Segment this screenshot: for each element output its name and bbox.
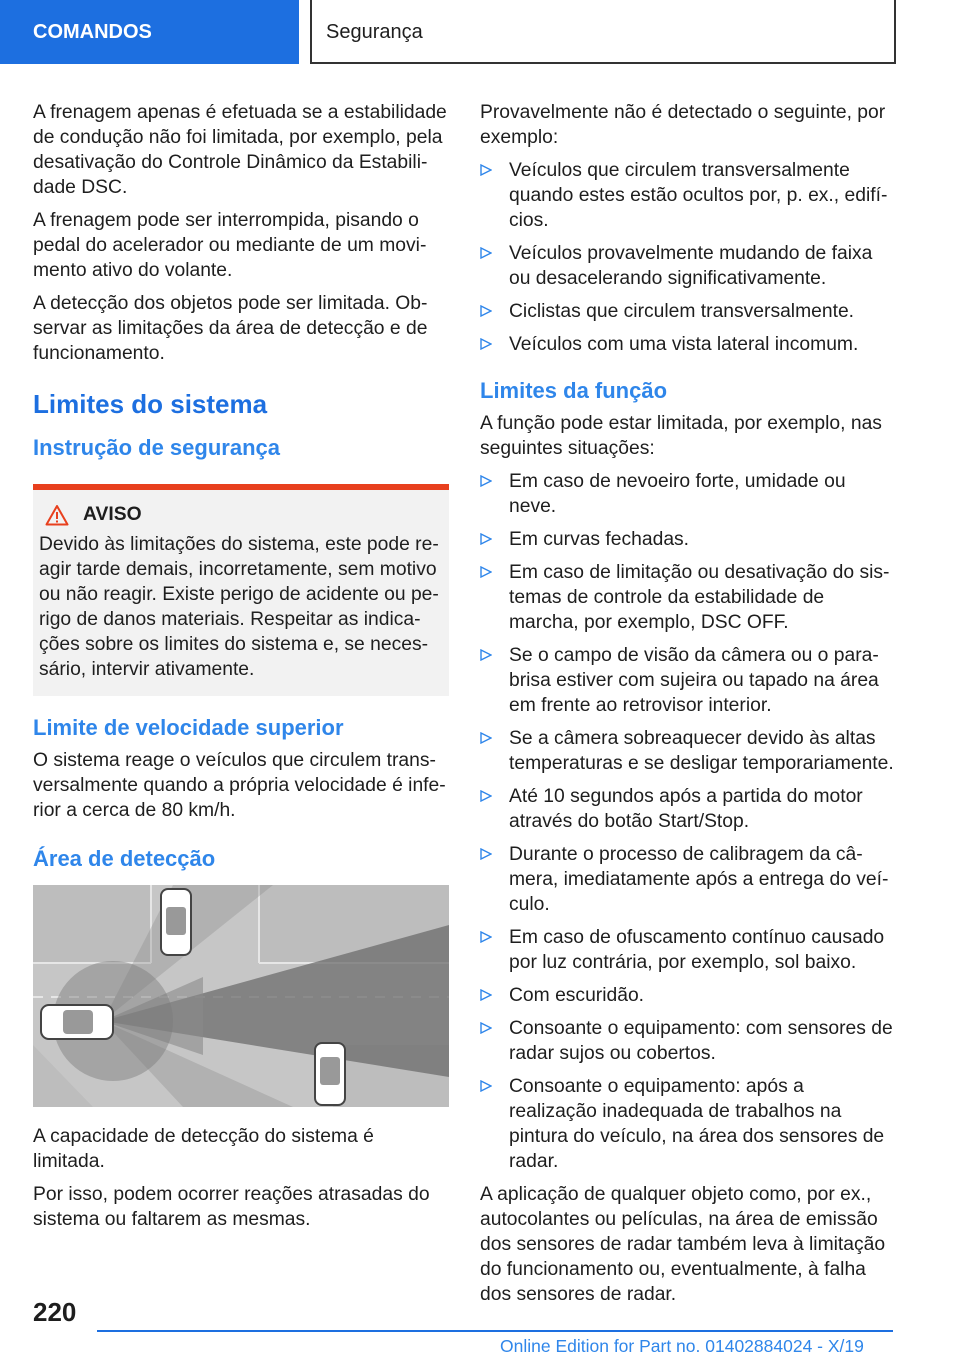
warning-header bbox=[39, 504, 441, 526]
warning-triangle-icon bbox=[45, 504, 69, 526]
footer-divider bbox=[97, 1330, 893, 1332]
page-title: Segurança bbox=[310, 0, 896, 64]
triangle-bullet-icon bbox=[480, 649, 492, 661]
paragraph-function-limited: A função pode estar limitada, por exemplo, nas seguintes situações: bbox=[480, 413, 882, 459]
list-item bbox=[480, 726, 896, 776]
list-item bbox=[480, 241, 896, 291]
warning-text: Devido às limitações do sistema, este pode reagir tarde demais, incorretamente, sem motivo ou não reagir. Existe perigo de acidente ou perigo de danos materiais. Respeitar as indicações sobre os limites do sistema e, se necessário, intervir ativamente. bbox=[39, 534, 439, 680]
list-item bbox=[480, 332, 896, 357]
triangle-bullet-icon bbox=[480, 989, 492, 1001]
list-item bbox=[480, 1074, 896, 1174]
crossing-car-bottom-icon bbox=[315, 1043, 345, 1105]
heading-safety-instruction: Instrução de segurança bbox=[33, 435, 280, 460]
list-item-text: Durante o processo de calibragem da câmera, imediatamente após a entrega do veículo. bbox=[509, 844, 889, 915]
list-item bbox=[480, 643, 896, 718]
triangle-bullet-icon bbox=[480, 164, 492, 176]
heading-function-limits: Limites da função bbox=[480, 378, 668, 403]
list-item bbox=[480, 925, 896, 975]
heading-detection-area: Área de detecção bbox=[33, 846, 216, 871]
triangle-bullet-icon bbox=[480, 566, 492, 578]
list-item-text: Em caso de limitação ou desativação do sistemas de controle da estabilidade de marcha, por exemplo, DSC OFF. bbox=[509, 562, 890, 633]
warning-box bbox=[33, 484, 449, 696]
list-item-text: Consoante o equipamento: com sensores de radar sujos ou cobertos. bbox=[509, 1018, 893, 1064]
paragraph-delays: Por isso, podem ocorrer reações atrasadas do sistema ou faltarem as mesmas. bbox=[33, 1184, 430, 1230]
paragraph-not-detected: Provavelmente não é detectado o seguinte, por exemplo: bbox=[480, 102, 886, 148]
list-item bbox=[480, 842, 896, 917]
list-item bbox=[480, 560, 896, 635]
list-item-text: Veículos que circulem transversalmente quando estes estão ocultos por, p. ex., edifícios. bbox=[509, 160, 888, 231]
paragraph-objects: A aplicação de qualquer objeto como, por ex., autocolantes ou películas, na área de emissão dos sensores de radar também leva à limitação do funcionamento ou, eventualmente, à falha dos sensores de radar. bbox=[480, 1184, 886, 1305]
list-item bbox=[480, 158, 896, 233]
list-item-text: Ciclistas que circulem transversalmente. bbox=[509, 301, 855, 322]
list-item bbox=[480, 469, 896, 519]
heading-speed-limit: Limite de velocidade superior bbox=[33, 715, 344, 740]
right-column bbox=[480, 100, 896, 1315]
list-item-text: Em caso de nevoeiro forte, umidade ou neve. bbox=[509, 471, 846, 517]
triangle-bullet-icon bbox=[480, 1022, 492, 1034]
paragraph-detection-limit: A detecção dos objetos pode ser limitada. Observar as limitações da área de detecção e de funcionamento. bbox=[33, 293, 428, 364]
crossing-car-top-icon bbox=[161, 889, 191, 955]
triangle-bullet-icon bbox=[480, 848, 492, 860]
left-column bbox=[33, 100, 449, 1240]
triangle-bullet-icon bbox=[480, 338, 492, 350]
paragraph-interrupt: A frenagem pode ser interrompida, pisando o pedal do acelerador ou mediante de um movimento ativo do volante. bbox=[33, 210, 427, 281]
triangle-bullet-icon bbox=[480, 475, 492, 487]
list-item-text: Em curvas fechadas. bbox=[509, 529, 690, 550]
triangle-bullet-icon bbox=[480, 931, 492, 943]
paragraph-speed: O sistema reage o veículos que circulem transversalmente quando a própria velocidade é inferior a cerca de 80 km/h. bbox=[33, 750, 446, 821]
list-item bbox=[480, 983, 896, 1008]
triangle-bullet-icon bbox=[480, 247, 492, 259]
list-item-text: Se a câmera sobreaquecer devido às altas temperaturas e se desligar temporariamente. bbox=[509, 728, 894, 774]
list-item-text: Veículos provavelmente mudando de faixa ou desacelerando significativamente. bbox=[509, 243, 873, 289]
ego-car-icon bbox=[41, 1005, 113, 1039]
list-item-text: Até 10 segundos após a partida do motor através do botão Start/Stop. bbox=[509, 786, 863, 832]
triangle-bullet-icon bbox=[480, 732, 492, 744]
warning-title: AVISO bbox=[83, 504, 142, 525]
paragraph-capacity: A capacidade de detecção do sistema é limitada. bbox=[33, 1126, 374, 1172]
list-item-text: Se o campo de visão da câmera ou o para-brisa estiver com sujeira ou tapado na área em frente ao retrovisor interior. bbox=[509, 645, 879, 716]
section-tab: COMANDOS bbox=[0, 0, 299, 64]
footer-edition: Online Edition for Part no. 01402884024 - X/19 bbox=[500, 1336, 864, 1356]
heading-system-limits: Limites do sistema bbox=[33, 389, 268, 419]
paragraph-braking: A frenagem apenas é efetuada se a estabilidade de condução não foi limitada, por exemplo, pela desativação do Controle Dinâmico da Estabilidade DSC. bbox=[33, 102, 447, 198]
list-item-text: Em caso de ofuscamento contínuo causado por luz contrária, por exemplo, sol baixo. bbox=[509, 927, 885, 973]
list-not-detected bbox=[480, 158, 896, 357]
list-function-limits bbox=[480, 469, 896, 1174]
list-item-text: Veículos com uma vista lateral incomum. bbox=[509, 334, 859, 355]
triangle-bullet-icon bbox=[480, 305, 492, 317]
list-item bbox=[480, 784, 896, 834]
detection-area-illustration bbox=[33, 885, 449, 1107]
page-number: 220 bbox=[33, 1297, 77, 1327]
list-item bbox=[480, 299, 896, 324]
list-item bbox=[480, 1016, 896, 1066]
triangle-bullet-icon bbox=[480, 1080, 492, 1092]
list-item bbox=[480, 527, 896, 552]
list-item-text: Consoante o equipamento: após a realização inadequada de trabalhos na pintura do veículo, na área dos sensores de radar. bbox=[509, 1076, 885, 1172]
triangle-bullet-icon bbox=[480, 533, 492, 545]
list-item-text: Com escuridão. bbox=[509, 985, 645, 1006]
triangle-bullet-icon bbox=[480, 790, 492, 802]
